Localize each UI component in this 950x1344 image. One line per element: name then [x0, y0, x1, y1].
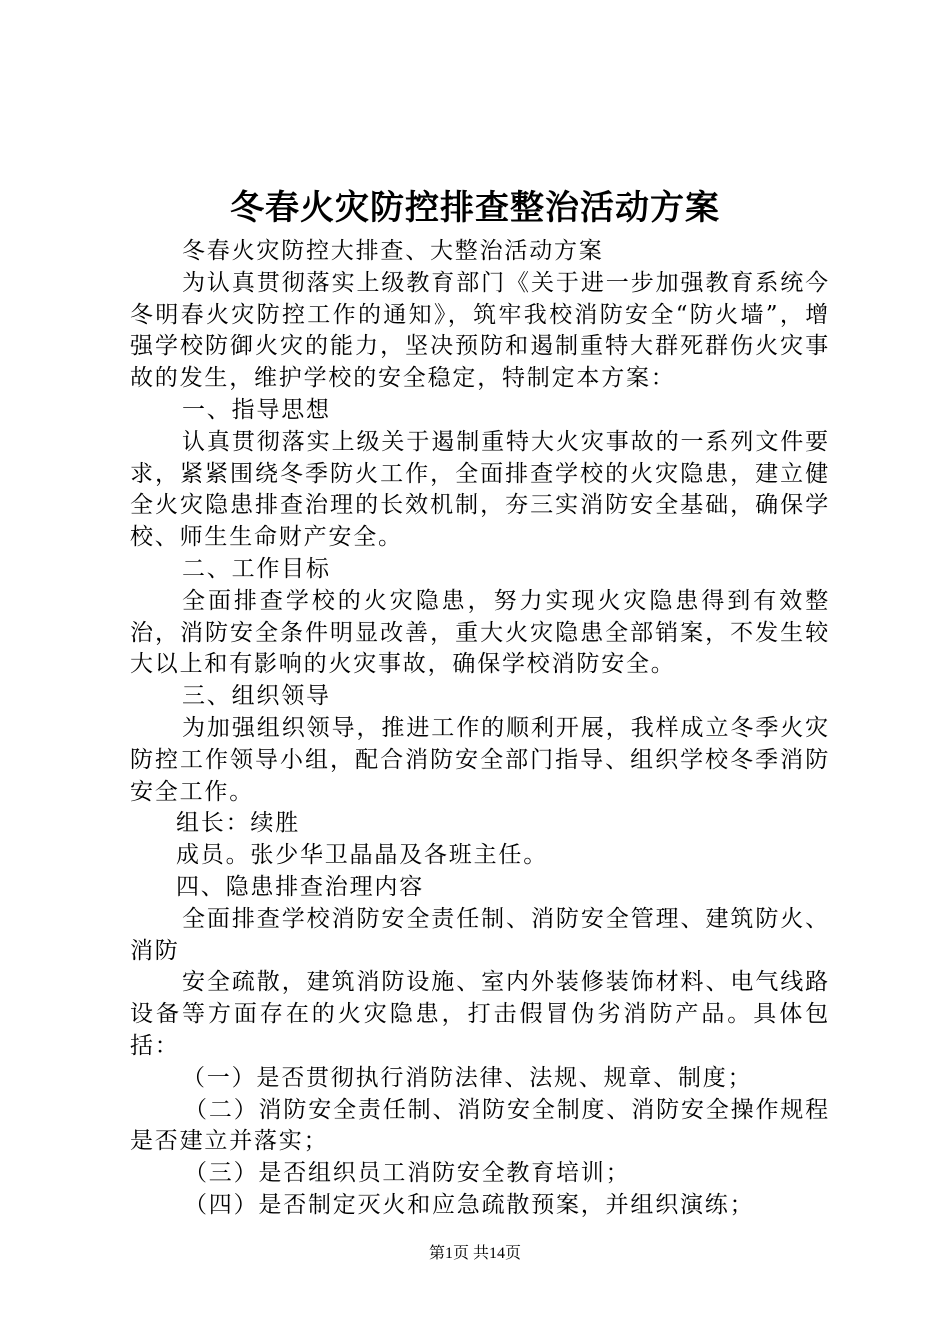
list-item-3: （三）是否组织员工消防安全教育培训； — [184, 1160, 631, 1187]
section-heading-hazard-content: 四、隐患排查治理内容 — [176, 873, 424, 900]
guiding-thought-paragraph: 认真贯彻落实上级关于遏制重特大火灾事故的一系列文件要求，紧紧围绕冬季防火工作，全面排查学校的火灾隐患，建立健全火灾隐患排查治理的长效机制，夯三实消防安全基础，确保学校、师生生命财产安全。 — [130, 428, 830, 551]
team-members-line: 成员。张少华卫晶晶及各班主任。 — [176, 842, 548, 869]
work-goal-paragraph: 全面排查学校的火灾隐患，努力实现火灾隐患得到有效整治，消防安全条件明显改善，重大火灾隐患全部销案，不发生较大以上和有影响的火灾事故，确保学校消防安全。 — [130, 587, 830, 678]
section-heading-organization: 三、组织领导 — [182, 683, 331, 710]
hazard-content-paragraph: 全面排查学校消防安全责任制、消防安全管理、建筑防火、消防 — [130, 905, 830, 964]
section-heading-work-goal: 二、工作目标 — [182, 555, 331, 582]
page-number-footer: 第1页 共14页 — [428, 1245, 521, 1262]
section-heading-guiding-thought: 一、指导思想 — [182, 396, 331, 423]
subtitle-paragraph: 冬春火灾防控大排查、大整治活动方案 — [182, 238, 604, 264]
document-body — [130, 236, 830, 1222]
list-item-4: （四）是否制定灭火和应急疏散预案，并组织演练； — [184, 1191, 755, 1218]
list-item-1: （一）是否贯彻执行消防法律、法规、规章、制度； — [182, 1064, 753, 1091]
document-title: 冬春火灾防控排查整治活动方案 — [230, 188, 720, 228]
intro-paragraph: 为认真贯彻落实上级教育部门《关于进一步加强教育系统今冬明春火灾防控工作的通知》，筑牢我校消防安全“防火墙”，增强学校防御火灾的能力，坚决预防和遏制重特大群死群伤火灾事故的发生，维护学校的安全稳定，特制定本方案： — [130, 269, 830, 392]
organization-paragraph: 为加强组织领导，推进工作的顺利开展，我样成立冬季火灾防控工作领导小组，配合消防安全部门指导、组织学校冬季消防安全工作。 — [130, 714, 830, 805]
hazard-content-continued-paragraph: 安全疏散，建筑消防设施、室内外装修装饰材料、电气线路设备等方面存在的火灾隐患，打击假冒伪劣消防产品。具体包括： — [130, 969, 830, 1059]
team-leader-line: 组长：续胜 — [176, 810, 300, 837]
list-item-2: （二）消防安全责任制、消防安全制度、消防安全操作规程是否建立并落实； — [130, 1096, 830, 1155]
